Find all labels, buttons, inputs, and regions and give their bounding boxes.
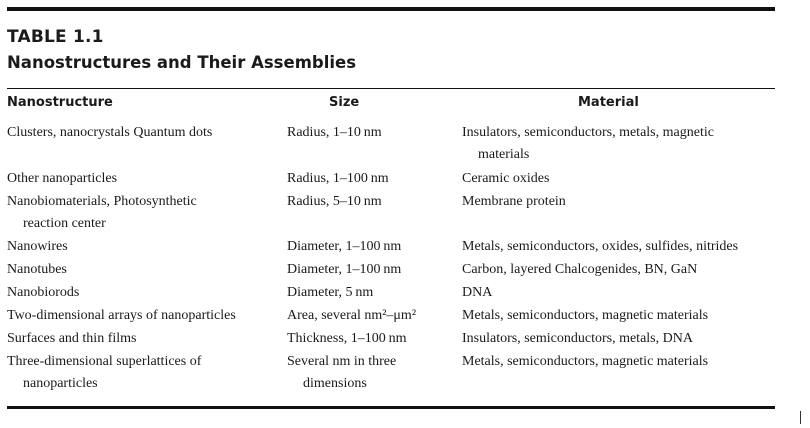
cell-line: reaction center xyxy=(23,216,106,231)
cell-size xyxy=(287,305,416,327)
cell-line: Membrane protein xyxy=(462,194,566,209)
cell-line: Thickness, 1–100 nm xyxy=(287,331,407,346)
cell-line: nanoparticles xyxy=(23,376,98,391)
cell-nanostructure xyxy=(7,122,212,144)
cell-line: Radius, 1–100 nm xyxy=(287,171,389,186)
cell-nanostructure xyxy=(7,236,68,258)
cell-nanostructure xyxy=(7,351,201,395)
cell-line: Other nanoparticles xyxy=(7,171,118,186)
cell-line: Nanowires xyxy=(7,239,68,254)
cell-line: Ceramic oxides xyxy=(462,171,550,186)
table-bottom-rule xyxy=(7,406,775,409)
cell-material xyxy=(462,282,492,304)
cell-line: DNA xyxy=(462,285,493,300)
cell-line: Radius, 1–10 nm xyxy=(287,125,382,140)
column-header-size: Size xyxy=(329,95,360,110)
cell-size xyxy=(287,351,396,395)
cell-line: Area, several nm²–μm² xyxy=(287,308,417,323)
margin-marker xyxy=(800,411,801,424)
cell-size xyxy=(287,328,406,350)
cell-size xyxy=(287,122,382,144)
cell-material xyxy=(462,236,738,258)
cell-material xyxy=(462,168,549,190)
cell-size xyxy=(287,191,382,213)
table-top-rule xyxy=(7,7,775,11)
cell-line: Several nm in three xyxy=(287,354,397,369)
cell-line: Diameter, 1–100 nm xyxy=(287,239,402,254)
cell-material xyxy=(462,122,714,166)
cell-nanostructure xyxy=(7,168,117,190)
cell-nanostructure xyxy=(7,328,136,350)
cell-size xyxy=(287,282,373,304)
column-header-nanostructure: Nanostructure xyxy=(7,95,113,110)
cell-material xyxy=(462,305,708,327)
table-number: TABLE 1.1 xyxy=(7,27,104,47)
cell-material xyxy=(462,259,697,281)
cell-line: Surfaces and thin films xyxy=(7,331,137,346)
cell-material xyxy=(462,351,708,373)
cell-line: Nanobiomaterials, Photosynthetic xyxy=(7,194,197,209)
cell-line: Metals, semiconductors, magnetic materials xyxy=(462,354,709,369)
cell-line: dimensions xyxy=(303,376,367,391)
cell-size xyxy=(287,168,389,190)
cell-line: Radius, 5–10 nm xyxy=(287,194,382,209)
table-title: Nanostructures and Their Assemblies xyxy=(7,53,357,72)
cell-line: Metals, semiconductors, magnetic materials xyxy=(462,308,709,323)
cell-line: Three-dimensional superlattices of xyxy=(7,354,202,369)
cell-line: Clusters, nanocrystals Quantum dots xyxy=(7,125,213,140)
cell-line: Nanotubes xyxy=(7,262,67,277)
cell-line: Nanobiorods xyxy=(7,285,80,300)
cell-nanostructure xyxy=(7,191,197,235)
column-header-material: Material xyxy=(578,95,639,110)
cell-line: Insulators, semiconductors, metals, magnetic xyxy=(462,125,714,140)
cell-line: materials xyxy=(478,147,530,162)
cell-nanostructure xyxy=(7,259,67,281)
cell-line: Insulators, semiconductors, metals, DNA xyxy=(462,331,693,346)
cell-line: Diameter, 5 nm xyxy=(287,285,374,300)
cell-material xyxy=(462,328,693,350)
cell-size xyxy=(287,259,401,281)
cell-material xyxy=(462,191,566,213)
cell-size xyxy=(287,236,401,258)
cell-line: Carbon, layered Chalcogenides, BN, GaN xyxy=(462,262,698,277)
cell-line: Two-dimensional arrays of nanoparticles xyxy=(7,308,236,323)
cell-line: Diameter, 1–100 nm xyxy=(287,262,402,277)
cell-line: Metals, semiconductors, oxides, sulfides, nitrides xyxy=(462,239,739,254)
cell-nanostructure xyxy=(7,282,79,304)
cell-nanostructure xyxy=(7,305,236,327)
header-rule xyxy=(7,88,775,89)
